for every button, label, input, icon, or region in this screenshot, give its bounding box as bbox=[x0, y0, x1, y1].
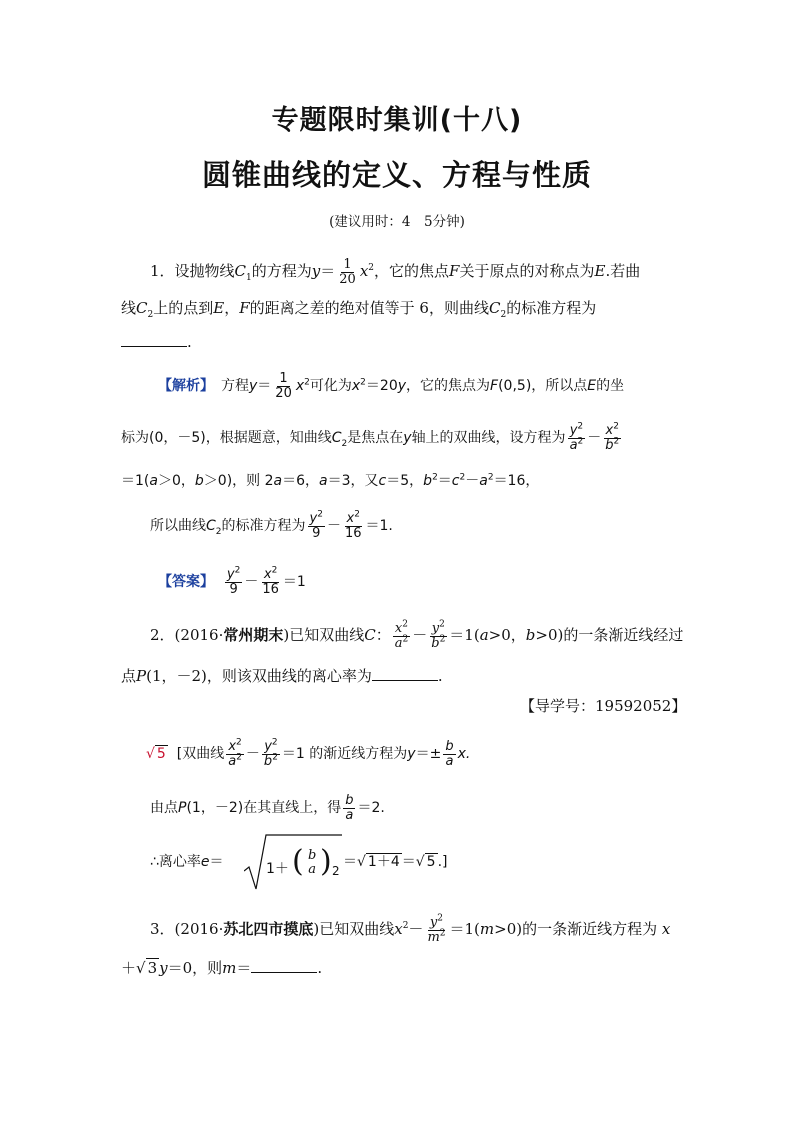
sol2-line3-prefix: ∴离心率e＝ bbox=[150, 854, 224, 870]
analysis-label: 【解析】 bbox=[158, 378, 207, 395]
guide-number: 【导学号：19592052】 bbox=[520, 697, 687, 715]
big-sqrt-expression: 1＋ ( b a ) 2 bbox=[244, 833, 344, 891]
sol2-line1: √ 5 [双曲线 $\frac{x^2}{a^2}$ － $\frac{y^2}{b^2}$ ＝1 的渐近线方程为y＝± $\frac{b}{a}$ x. bbox=[146, 737, 471, 769]
q2-line1: 2．(2016·常州期末)已知双曲线C： $\frac{x^2}{a^2}$ － $\frac{y^2}{b^2}$ ＝1(a>0，b>0)的一条渐近线经过 bbox=[150, 619, 684, 651]
sol1-line2: 标为(0，－5)，根据题意，知曲线$C_2$是焦点在y轴上的双曲线，设方程为 $\frac{y^2}{a^2}$ － $\frac{x^2}{b^2}$ bbox=[121, 421, 620, 453]
q2-line2: 点P(1，－2)，则该双曲线的离心率为 . bbox=[121, 667, 443, 685]
answer-blank bbox=[121, 332, 187, 347]
suggested-time: (建议用时：4 5分钟) bbox=[329, 214, 465, 230]
fraction: $\frac{1}{20}$ bbox=[339, 257, 356, 287]
sol1-line4: 所以曲线$C_2$的标准方程为 $\frac{y^2}{9}$ － $\frac{x^2}{16}$ ＝1. bbox=[150, 509, 393, 541]
sol1-line3: ＝1(a＞0，b＞0)，则 2a＝6，a＝3，又c＝5，$b^2=c^2-a^2=16$， bbox=[121, 472, 540, 489]
sol1-line1: 【解析】 方程y＝ $\frac{1}{20}$ $x^2$可化为$x^2=20y$，它的焦点为F(0,5)，所以点E的坐 bbox=[158, 371, 625, 401]
page-subtitle: 圆锥曲线的定义、方程与性质 bbox=[201, 158, 592, 192]
answer-blank bbox=[372, 666, 438, 681]
sol2-line2: 由点P(1，－2)在其直线上，得 $\frac{b}{a}$ ＝2. bbox=[150, 793, 385, 823]
answer-root: √ 5 bbox=[146, 746, 166, 763]
q1-line1: 1．设抛物线$C_1$的方程为y＝ $\frac{1}{20}$ $x^2$，它的焦点F关于原点的对称点为E.若曲 bbox=[150, 257, 641, 287]
answer-label: 【答案】 bbox=[158, 574, 214, 591]
q1-line2: 线$C_2$上的点到E，F的距离之差的绝对值等于 6，则曲线$C_2$的标准方程为 bbox=[121, 299, 597, 320]
q1-line3: . bbox=[121, 332, 192, 352]
sol2-line3-suffix: ＝√ 1＋4 ＝√ 5 .] bbox=[343, 854, 448, 870]
answer1-line: 【答案】 $\frac{y^2}{9}$ － $\frac{x^2}{16}$ ＝1 bbox=[158, 565, 306, 597]
q3-line2: ＋√ 3 y＝0，则m＝ . bbox=[121, 959, 323, 977]
page-title: 专题限时集训(十八) bbox=[271, 105, 523, 136]
q3-line1: 3．(2016·苏北四市摸底)已知双曲线$x^2-$ $\frac{y^2}{m^2}$ ＝1(m>0)的一条渐近线方程为 x bbox=[150, 913, 671, 945]
answer-blank bbox=[251, 958, 317, 973]
